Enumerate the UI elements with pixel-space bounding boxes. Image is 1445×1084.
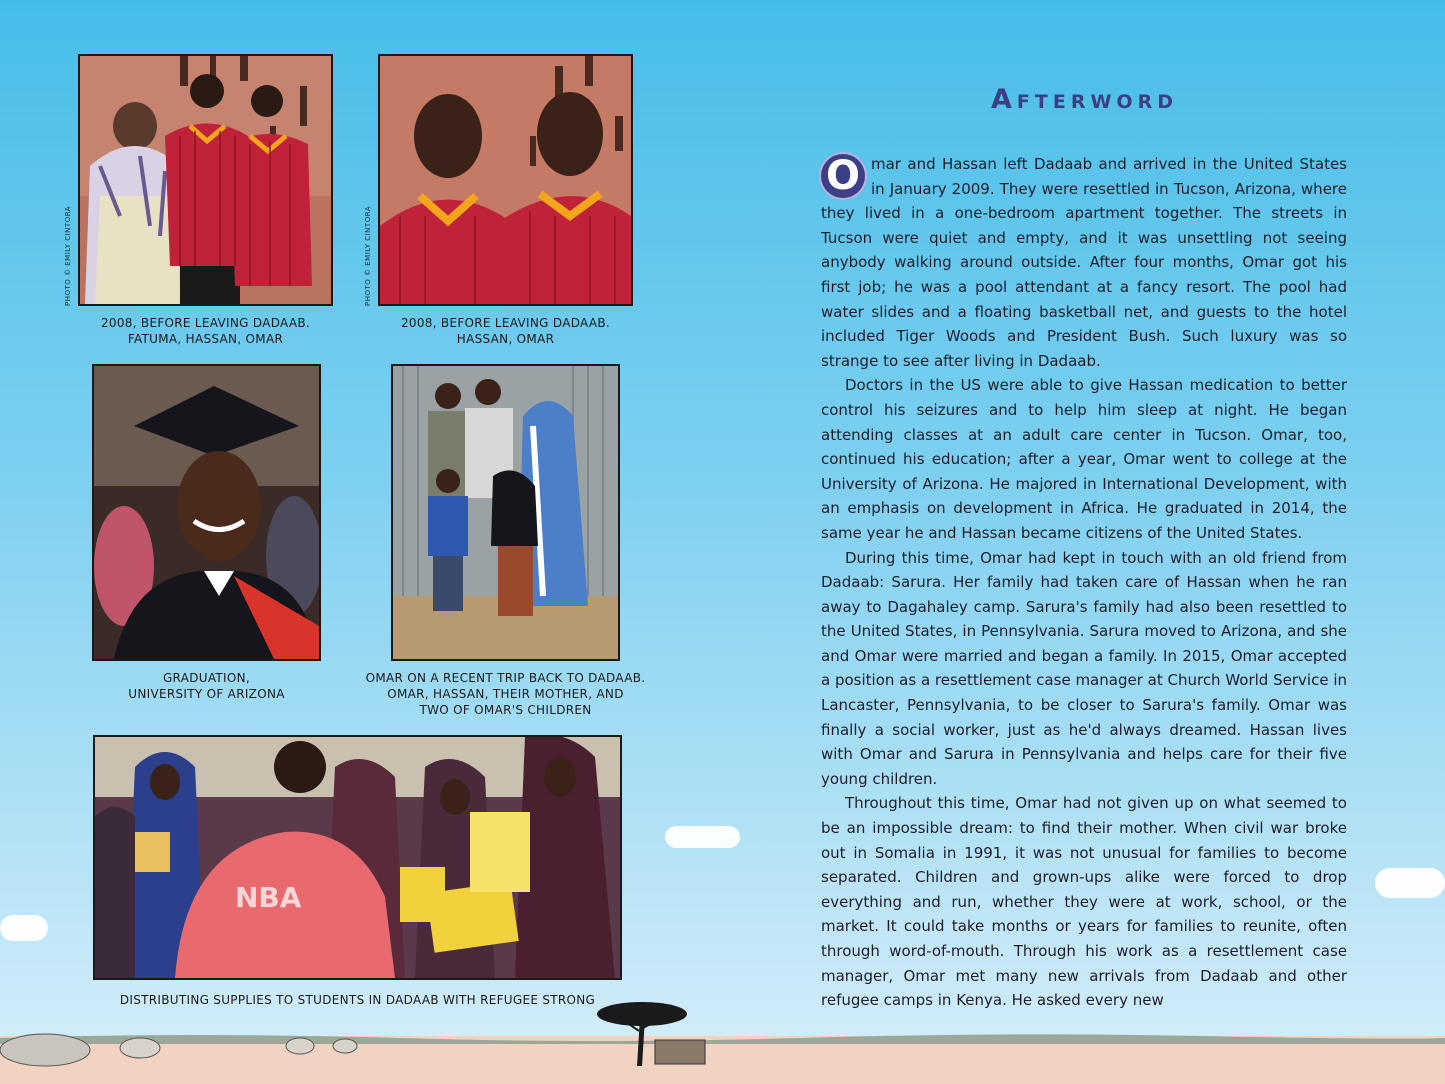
caption-photo-3 — [92, 670, 321, 702]
photo-credit: PHOTO © EMILY CINTORA — [364, 205, 372, 306]
photo-credit: PHOTO © EMILY CINTORA — [64, 205, 72, 306]
caption-photo-1 — [78, 315, 333, 347]
caption-line: OMAR ON A RECENT TRIP BACK TO DADAAB. — [365, 671, 646, 685]
photo-fatuma-hassan-omar — [78, 54, 333, 306]
caption-line: DISTRIBUTING SUPPLIES TO STUDENTS IN DADAAB WITH REFUGEE STRONG — [119, 993, 596, 1007]
photo-graduation — [92, 364, 321, 661]
shirt-nba-text: NBA — [235, 881, 302, 914]
drop-cap: O — [821, 154, 865, 198]
paragraph-text: mar and Hassan left Dadaab and arrived in the United States in January 2009. They were resettled in Tucson, Arizona, where they lived in a one-bedroom apartment together. The streets in Tucson were quiet and empty, and it was unsettling not seeing anybody walking around outside. After four months, Omar got his first job; he was a pool attendant at a fancy resort. The pool had water slides and a floating basketball net, and guests to the hotel included Tiger Woods and President Bush. Such luxury was so strange to see after living in Dadaab. — [821, 155, 1347, 370]
photo-family-dadaab — [391, 364, 620, 661]
paragraph: During this time, Omar had kept in touch with an old friend from Dadaab: Sarura. Her family had taken care of Hassan when he ran away to Dagahaley camp. Sarura's family had also been resettled to the United States, in Pennsylvania. Sarura moved to Arizona, and she and Omar were married and began a family. In 2015, Omar accepted a position as a resettlement case manager at Church World Service in Lancaster, Pennsylvania, to be closer to Sarura's family. Omar was finally a social worker, just as he'd always dreamed. Hassan lives with Omar and Sarura in Pennsylvania and helps care for their five young children. — [821, 548, 1347, 788]
caption-line: 2008, BEFORE LEAVING DADAAB. — [400, 316, 611, 330]
caption-line: FATUMA, HASSAN, OMAR — [127, 332, 284, 346]
photo-3-image — [94, 366, 319, 659]
caption-line: GRADUATION, — [162, 671, 251, 685]
caption-photo-4 — [361, 670, 650, 718]
landscape-ground — [0, 1030, 1445, 1084]
cloud — [1375, 868, 1445, 898]
page-title: Afterword — [991, 84, 1178, 115]
paragraph — [821, 152, 1347, 373]
caption-line: UNIVERSITY OF ARIZONA — [128, 687, 285, 701]
photo-4-image — [393, 366, 618, 659]
acacia-tree — [595, 996, 690, 1066]
photo-distributing-supplies — [93, 735, 622, 980]
caption-line: OMAR, HASSAN, THEIR MOTHER, AND — [387, 687, 624, 701]
photo-2-image — [380, 56, 631, 304]
photo-5-image — [95, 737, 620, 978]
caption-line: HASSAN, OMAR — [456, 332, 555, 346]
caption-photo-2 — [378, 315, 633, 347]
caption-line: TWO OF OMAR'S CHILDREN — [419, 703, 592, 717]
afterword-body — [821, 152, 1347, 1013]
cloud — [0, 915, 48, 941]
paragraph: Doctors in the US were able to give Hassan medication to better control his seizures and to help him sleep at night. He began attending classes at an adult care center in Tucson. Omar, too, continued his education; after a year, Omar went to college at the University of Arizona. He majored in International Development, with an emphasis on development in Africa. He graduated in 2014, the same year he and Hassan became citizens of the United States. — [821, 376, 1347, 542]
cloud — [665, 826, 740, 848]
photo-1-image — [80, 56, 331, 304]
paragraph: Throughout this time, Omar had not given up on what seemed to be an impossible dream: to find their mother. When civil war broke out in Somalia in 1991, it was not unusual for families to become separated. Children and grown-ups alike were forced to drop everything and run, whether they were at work, school, or the market. It could take months or years for families to reunite, often through word-of-mouth. Through his work as a resettlement case manager, Omar met many new arrivals from Dadaab and other refugee camps in Kenya. He asked every new — [821, 794, 1347, 1010]
photo-hassan-omar — [378, 54, 633, 306]
caption-photo-5 — [93, 992, 622, 1008]
caption-line: 2008, BEFORE LEAVING DADAAB. — [100, 316, 311, 330]
